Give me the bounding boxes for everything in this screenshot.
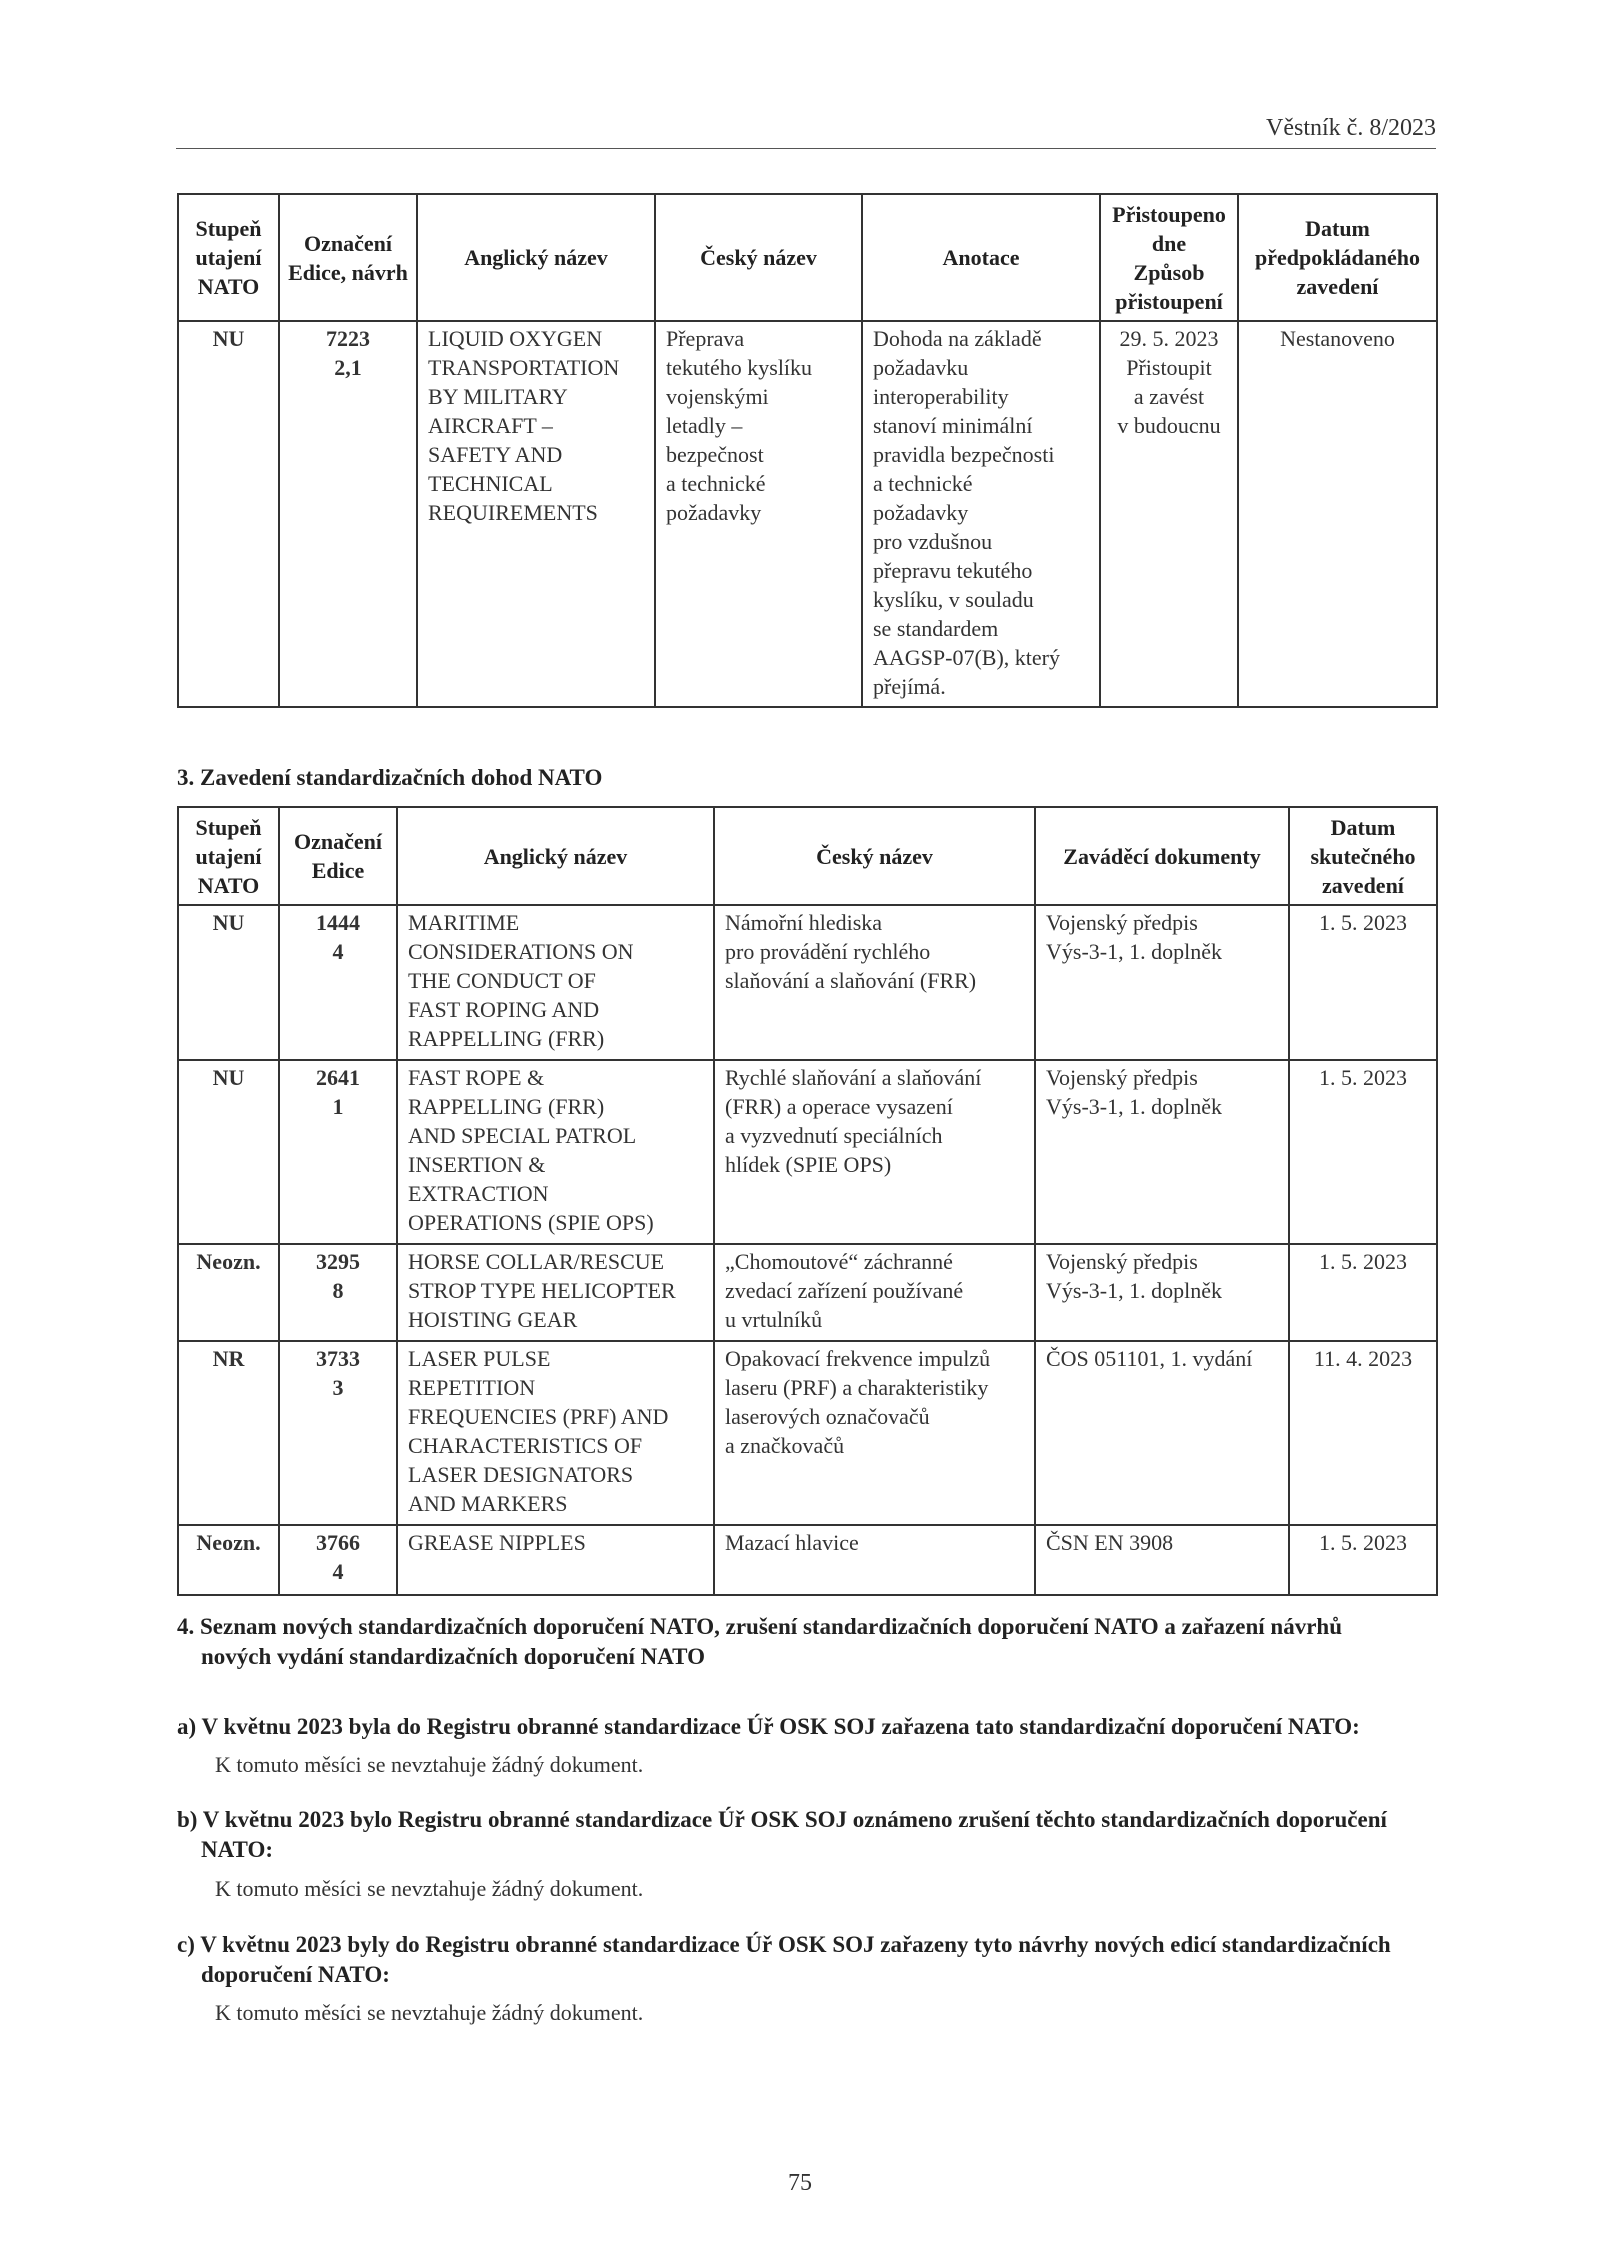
classification-cell: NU (178, 1060, 279, 1244)
section-3-heading: 3. Zavedení standardizačních dohod NATO (177, 765, 603, 790)
running-header: Věstník č. 8/2023 (176, 112, 1436, 149)
subsection-a-note: K tomuto měsíci se nevztahuje žádný dokument. (215, 1752, 644, 1777)
column-header: Český název (714, 807, 1035, 905)
english-title-cell: LIQUID OXYGEN TRANSPORTATION BY MILITARY AIRCRAFT – SAFETY AND TECHNICAL REQUIREMENTS (417, 321, 655, 707)
section-4-heading-line: nových vydání standardizačních doporučení NATO (201, 1644, 705, 1669)
table-row (178, 321, 1437, 707)
table-header-row (178, 194, 1437, 321)
subsection-c-note: K tomuto měsíci se nevztahuje žádný dokument. (215, 2000, 644, 2025)
subsection-b-heading (177, 1805, 1437, 1865)
section-4-heading (177, 1612, 1437, 1672)
classification-cell: Neozn. (178, 1525, 279, 1595)
subsection-c-heading-line: doporučení NATO: (201, 1962, 390, 1987)
column-header: Anglický název (417, 194, 655, 321)
subsection-c-heading (177, 1930, 1437, 1990)
page-number: 75 (788, 2170, 812, 2196)
classification-cell: NU (178, 905, 279, 1060)
annotation-cell: Dohoda na základě požadavku interoperability stanoví minimální pravidla bezpečnosti a technické požadavky pro vzdušnou přepravu tekutého kyslíku, v souladu se standardem AAGSP-07(B), který přejímá. (862, 321, 1100, 707)
english-title-cell: LASER PULSE REPETITION FREQUENCIES (PRF) AND CHARACTERISTICS OF LASER DESIGNATORS AND MARKERS (397, 1341, 714, 1525)
table-row (178, 905, 1437, 1060)
column-header: Datum skutečného zavedení (1289, 807, 1437, 905)
column-header: Datum předpokládaného zavedení (1238, 194, 1437, 321)
czech-title-cell: Námořní hlediska pro provádění rychlého slaňování a slaňování (FRR) (714, 905, 1035, 1060)
column-header: Stupeň utajení NATO (178, 807, 279, 905)
designation-cell: 7223 2,1 (279, 321, 417, 707)
documents-cell: ČOS 051101, 1. vydání (1035, 1341, 1289, 1525)
implementation-date-cell: 1. 5. 2023 (1289, 1244, 1437, 1341)
column-header: Anotace (862, 194, 1100, 321)
table-row (178, 1341, 1437, 1525)
czech-title-cell: Opakovací frekvence impulzů laseru (PRF) a charakteristiky laserových označovačů a značkovačů (714, 1341, 1035, 1525)
column-header: Zaváděcí dokumenty (1035, 807, 1289, 905)
designation-cell: 3766 4 (279, 1525, 397, 1595)
english-title-cell: GREASE NIPPLES (397, 1525, 714, 1595)
expected-date-cell: Nestanoveno (1238, 321, 1437, 707)
czech-title-cell: Rychlé slaňování a slaňování (FRR) a operace vysazení a vyzvednutí speciálních hlídek (SPIE OPS) (714, 1060, 1035, 1244)
english-title-cell: FAST ROPE & RAPPELLING (FRR) AND SPECIAL PATROL INSERTION & EXTRACTION OPERATIONS (SPIE OPS) (397, 1060, 714, 1244)
designation-cell: 1444 4 (279, 905, 397, 1060)
english-title-cell: HORSE COLLAR/RESCUE STROP TYPE HELICOPTER HOISTING GEAR (397, 1244, 714, 1341)
documents-cell: ČSN EN 3908 (1035, 1525, 1289, 1595)
documents-cell: Vojenský předpis Výs-3-1, 1. doplněk (1035, 905, 1289, 1060)
section-4-heading-line: 4. Seznam nových standardizačních doporučení NATO, zrušení standardizačních doporučení NATO a zařazení návrhů (177, 1614, 1342, 1639)
column-header: Anglický název (397, 807, 714, 905)
documents-cell: Vojenský předpis Výs-3-1, 1. doplněk (1035, 1060, 1289, 1244)
stanag-accession-table (177, 193, 1438, 708)
czech-title-cell: Přeprava tekutého kyslíku vojenskými letadly – bezpečnost a technické požadavky (655, 321, 862, 707)
stanag-implementation-table (177, 806, 1438, 1596)
subsection-b-note: K tomuto měsíci se nevztahuje žádný dokument. (215, 1876, 644, 1901)
table-row (178, 1244, 1437, 1341)
column-header: Přistoupeno dne Způsob přistoupení (1100, 194, 1238, 321)
subsection-c-heading-line: c) V květnu 2023 byly do Registru obranné standardizace Úř OSK SOJ zařazeny tyto návrhy nových edicí standardizačních (177, 1932, 1391, 1957)
column-header: Označení Edice (279, 807, 397, 905)
classification-cell: NR (178, 1341, 279, 1525)
column-header: Český název (655, 194, 862, 321)
implementation-date-cell: 1. 5. 2023 (1289, 1060, 1437, 1244)
documents-cell: Vojenský předpis Výs-3-1, 1. doplněk (1035, 1244, 1289, 1341)
implementation-date-cell: 1. 5. 2023 (1289, 905, 1437, 1060)
implementation-date-cell: 11. 4. 2023 (1289, 1341, 1437, 1525)
column-header: Stupeň utajení NATO (178, 194, 279, 321)
table-row (178, 1060, 1437, 1244)
accession-cell: 29. 5. 2023 Přistoupit a zavést v budoucnu (1100, 321, 1238, 707)
table-row (178, 1525, 1437, 1595)
column-header: Označení Edice, návrh (279, 194, 417, 321)
subsection-a-heading: a) V květnu 2023 byla do Registru obranné standardizace Úř OSK SOJ zařazena tato standardizační doporučení NATO: (177, 1714, 1360, 1739)
english-title-cell: MARITIME CONSIDERATIONS ON THE CONDUCT OF FAST ROPING AND RAPPELLING (FRR) (397, 905, 714, 1060)
designation-cell: 3295 8 (279, 1244, 397, 1341)
classification-cell: Neozn. (178, 1244, 279, 1341)
czech-title-cell: „Chomoutové“ záchranné zvedací zařízení používané u vrtulníků (714, 1244, 1035, 1341)
subsection-b-heading-line: NATO: (201, 1837, 273, 1862)
designation-cell: 2641 1 (279, 1060, 397, 1244)
designation-cell: 3733 3 (279, 1341, 397, 1525)
subsection-b-heading-line: b) V květnu 2023 bylo Registru obranné standardizace Úř OSK SOJ oznámeno zrušení těchto standardizačních doporučení (177, 1807, 1387, 1832)
czech-title-cell: Mazací hlavice (714, 1525, 1035, 1595)
classification-cell: NU (178, 321, 279, 707)
table-header-row (178, 807, 1437, 905)
implementation-date-cell: 1. 5. 2023 (1289, 1525, 1437, 1595)
